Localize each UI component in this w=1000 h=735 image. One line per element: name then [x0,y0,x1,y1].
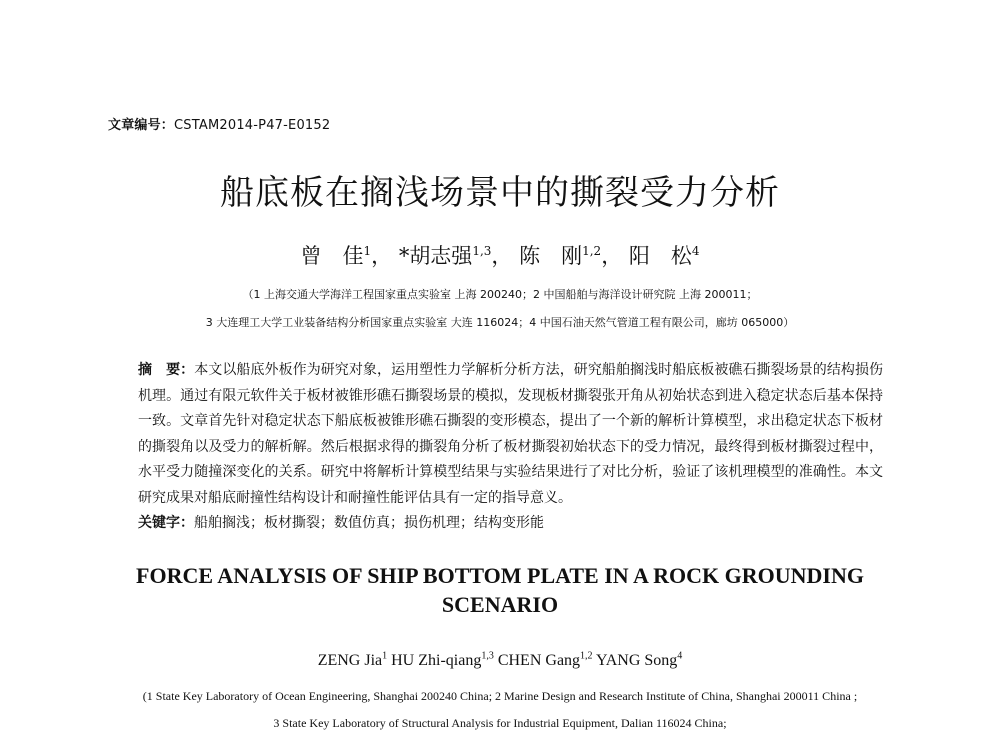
author-cn: 陈 刚$^{1,2}$， [519,244,623,268]
abstract-label: 摘 要： [138,362,195,378]
affiliation-en-line1: (1 State Key Laboratory of Ocean Engineering, Shanghai 200240 China; 2 Marine Design and Research Institute of China, Shanghai 200011 China ; [142,689,858,703]
title-english [0,561,1000,619]
title-english-line1: FORCE ANALYSIS OF SHIP BOTTOM PLATE IN A ROCK GROUNDING [136,563,864,588]
author-en: YANG Song$^4$ [595,650,683,669]
article-id [108,114,330,133]
authors-chinese [0,240,1000,270]
author-cn: *胡志强$^{1,3}$， [398,244,513,268]
keywords-cn [138,511,883,536]
keywords-text: 船舶搁浅；板材撕裂；数值仿真；损伤机理；结构变形能 [194,515,544,531]
affiliation-en-line2: 3 State Key Laboratory of Structural Analysis for Industrial Equipment, Dalian 116024 China; [273,716,727,730]
keywords-label: 关键字： [138,515,194,531]
author-en: HU Zhi-qiang$^{1,3}$ [391,650,494,669]
affiliation-cn-line2: 3 大连理工大学工业装备结构分析国家重点实验室 大连 116024；4 中国石油天然气管道工程有限公司，廊坊 065000） [205,316,795,329]
author-en: CHEN Gang$^{1,2}$ [497,650,593,669]
title-chinese: 船底板在搁浅场景中的撕裂受力分析 [220,173,780,213]
article-id-label: 文章编号： [108,118,175,133]
author-cn: 曾 佳$^1$， [300,244,393,268]
article-id-value: CSTAM2014-P47-E0152 [174,118,331,133]
abstract-cn [138,358,883,511]
author-en: ZENG Jia$^1$ [317,650,388,669]
affiliation-cn-line1: （1 上海交通大学海洋工程国家重点实验室 上海 200240；2 中国船舶与海洋设计研究院 上海 200011； [242,288,758,301]
abstract-text: 本文以船底外板作为研究对象，运用塑性力学解析分析方法，研究船舶搁浅时船底板被礁石撕裂场景的结构损伤机理。通过有限元软件关于板材被锥形礁石撕裂场景的模拟，发现板材撕裂张开角从初始状态到进入稳定状态后基本保持一致。文章首先针对稳定状态下船底板被锥形礁石撕裂的变形模态，提出了一个新的解析计算模型，求出稳定状态下板材的撕裂角以及受力的解析解。然后根据求得的撕裂角分析了板材撕裂初始状态下的受力情况，最终得到板材撕裂过程中，水平受力随撞深变化的关系。研究中将解析计算模型结果与实验结果进行了对比分析，验证了该机理模型的准确性。本文研究成果对船底耐撞性结构设计和耐撞性能评估具有一定的指导意义。 [138,362,884,506]
authors-english [0,652,1000,670]
author-cn: 阳 松$^4$ [628,244,700,268]
title-english-line2: SCENARIO [441,592,559,617]
